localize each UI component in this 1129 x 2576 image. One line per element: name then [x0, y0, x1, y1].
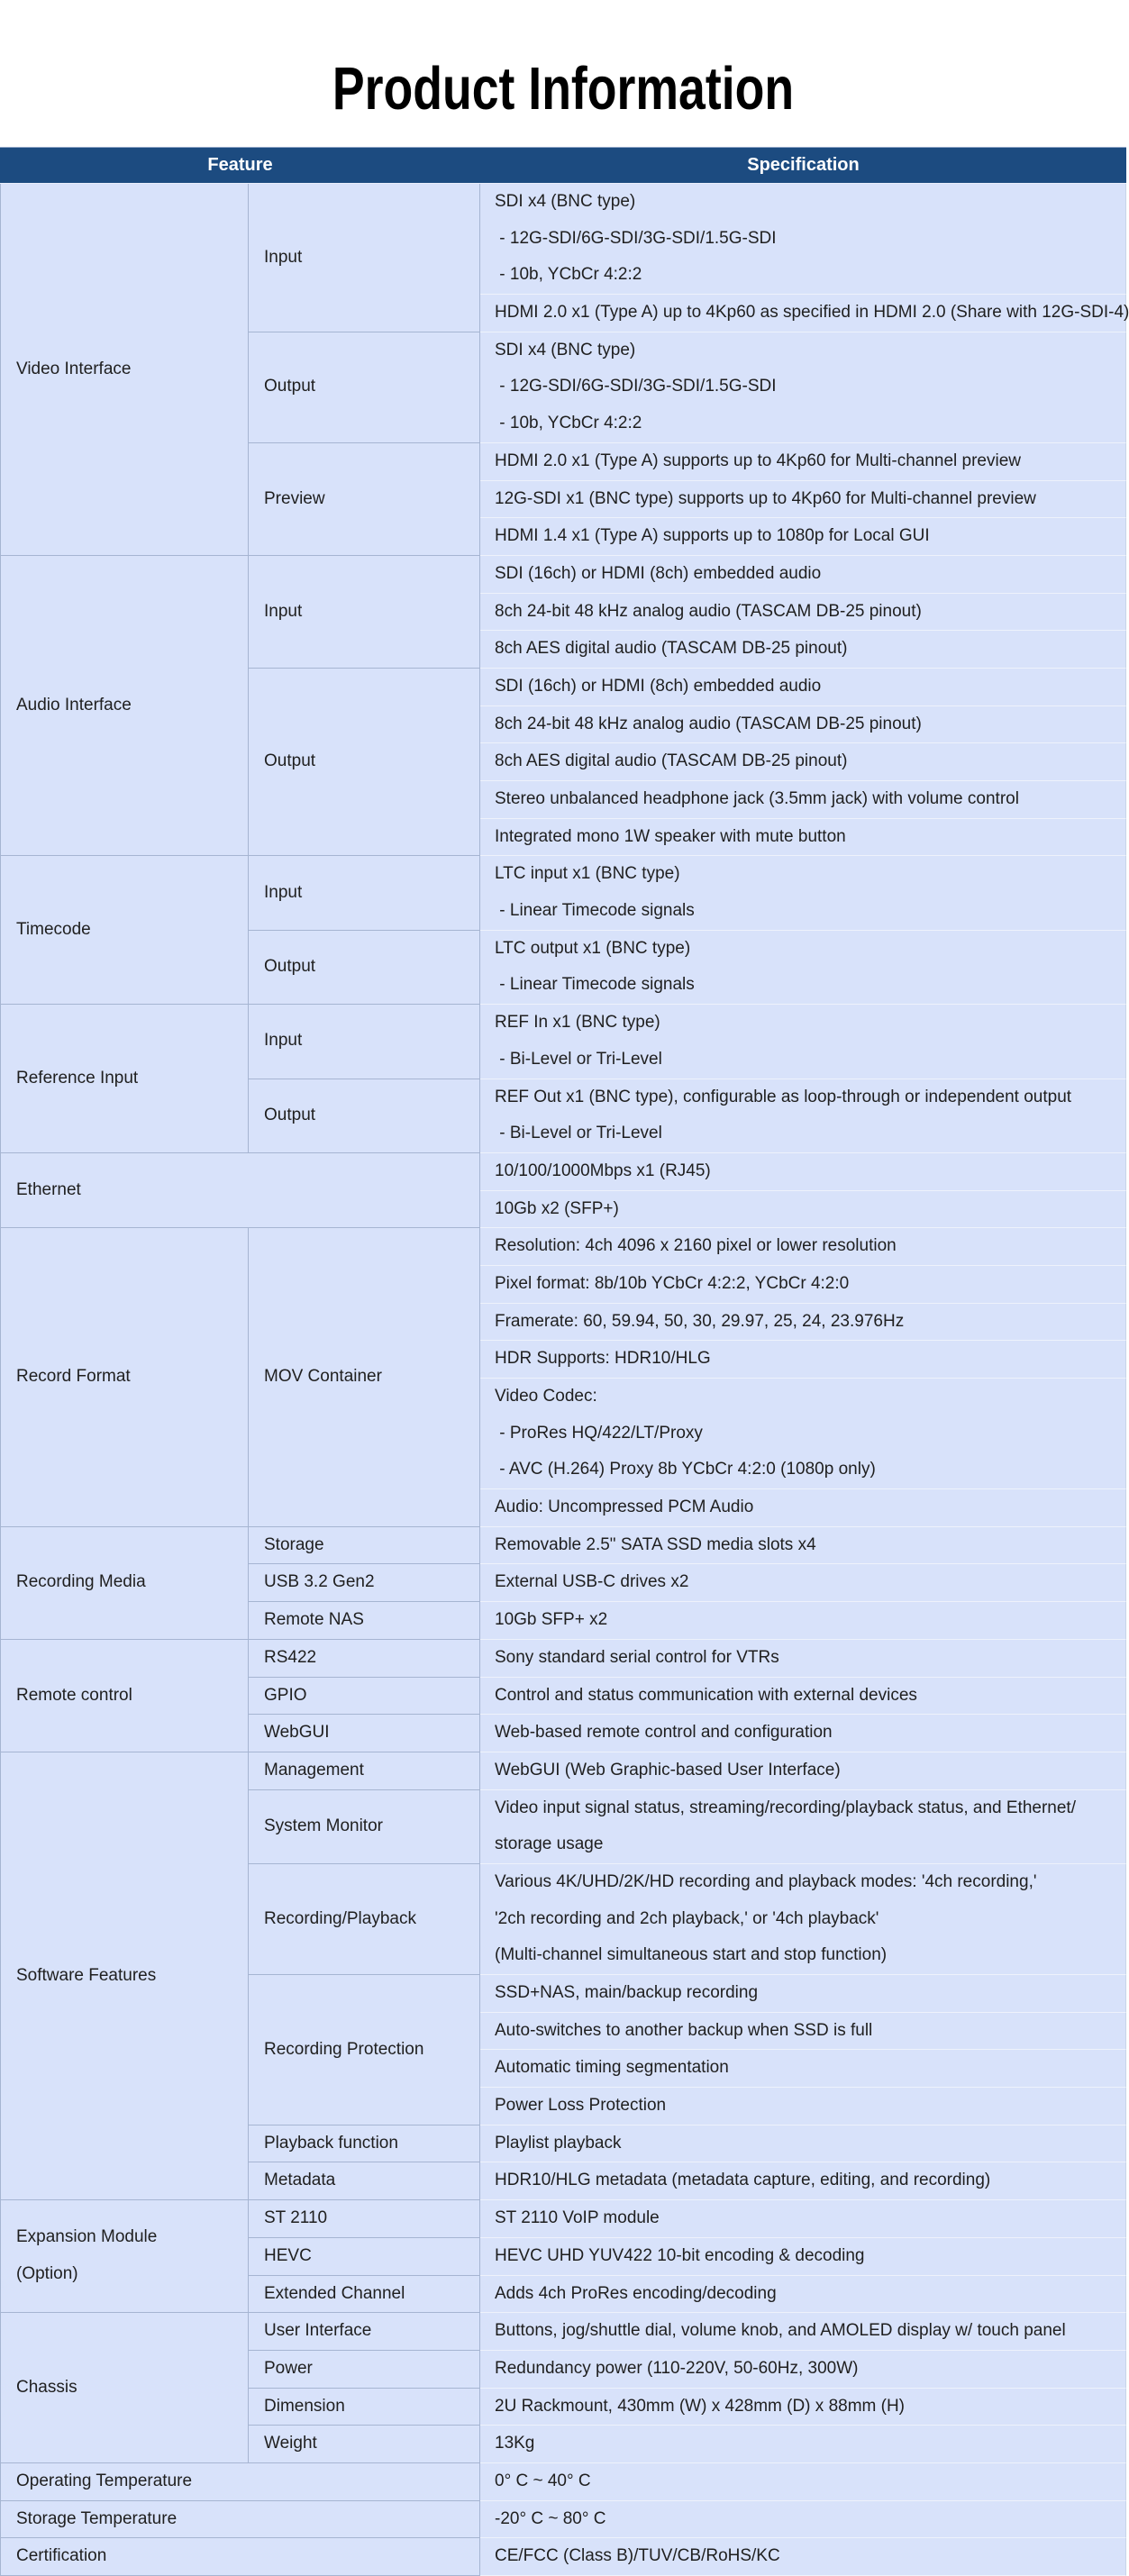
feature-sub-cell [249, 1790, 480, 1864]
feature-label: Chassis [16, 2377, 77, 2397]
feature-sub-cell [249, 1640, 480, 1678]
feature-sub-cell [249, 1975, 480, 2125]
spec-line: SDI (16ch) or HDMI (8ch) embedded audio [495, 676, 822, 696]
spec-line: 13Kg [495, 2434, 535, 2453]
spec-line: - ProRes HQ/422/LT/Proxy [495, 1423, 703, 1443]
spec-line: - 10b, YCbCr 4:2:2 [495, 414, 642, 433]
feature-sub-label: Power [264, 2358, 313, 2378]
spec-cell [480, 1527, 1126, 1565]
table-row [0, 1752, 1126, 1790]
feature-label: Operating Temperature [16, 2471, 193, 2490]
feature-sub-label: System Monitor [264, 1816, 383, 1835]
feature-sub-cell [249, 2426, 480, 2463]
feature-sub-label: WebGUI [264, 1723, 330, 1743]
spec-cell [480, 1341, 1126, 1379]
feature-label: Recording Media [16, 1572, 146, 1592]
feature-sub-label: Output [264, 751, 316, 771]
spec-cell [480, 743, 1126, 781]
spec-line: Audio: Uncompressed PCM Audio [495, 1497, 754, 1517]
spec-cell [480, 1564, 1126, 1602]
spec-cell [480, 2389, 1126, 2426]
spec-line: HEVC UHD YUV422 10-bit encoding & decoding [495, 2245, 865, 2265]
spec-cell [480, 2501, 1126, 2539]
feature-label: Audio Interface [16, 695, 132, 715]
spec-line: REF In x1 (BNC type) [495, 1013, 660, 1033]
feature-sub-cell [249, 856, 480, 930]
spec-cell [480, 1790, 1126, 1864]
table-row [0, 2463, 1126, 2501]
column-header-specification: Specification [480, 147, 1126, 184]
spec-line: - Linear Timecode signals [495, 901, 695, 921]
spec-line: LTC input x1 (BNC type) [495, 864, 680, 884]
spec-line: Auto-switches to another backup when SSD is full [495, 2020, 873, 2040]
spec-line: REF Out x1 (BNC type), configurable as loop-through or independent output [495, 1087, 1072, 1106]
table-row [0, 1153, 1126, 1191]
spec-cell [480, 2013, 1126, 2051]
spec-line: - 12G-SDI/6G-SDI/3G-SDI/1.5G-SDI [495, 377, 777, 396]
spec-table-body [0, 184, 1129, 2576]
spec-line: Buttons, jog/shuttle dial, volume knob, and AMOLED display w/ touch panel [495, 2321, 1066, 2341]
table-row [0, 1228, 1126, 1266]
feature-sub-cell [249, 1678, 480, 1716]
spec-line: Automatic timing segmentation [495, 2058, 729, 2078]
spec-cell [480, 2313, 1126, 2351]
feature-label: Certification [16, 2546, 107, 2566]
spec-line: 8ch 24-bit 48 kHz analog audio (TASCAM DB-25 pinout) [495, 601, 922, 621]
feature-sub-label: Remote NAS [264, 1610, 364, 1630]
table-row [0, 2200, 1126, 2238]
spec-line: Various 4K/UHD/2K/HD recording and playback modes: '4ch recording,' [495, 1871, 1037, 1891]
feature-sub-label: MOV Container [264, 1367, 382, 1387]
spec-line: 10Gb SFP+ x2 [495, 1610, 608, 1630]
spec-cell [480, 481, 1126, 519]
feature-cell [0, 2538, 480, 2576]
feature-sub-cell [249, 443, 480, 556]
spec-cell [480, 931, 1126, 1005]
spec-line: - Bi-Level or Tri-Level [495, 1049, 662, 1069]
feature-sub-cell [249, 556, 480, 669]
spec-cell [480, 2200, 1126, 2238]
feature-sub-label: User Interface [264, 2321, 372, 2341]
feature-sub-cell [249, 2162, 480, 2200]
spec-cell [480, 706, 1126, 744]
feature-label: Record Format [16, 1367, 131, 1387]
spec-line: SDI x4 (BNC type) [495, 192, 636, 211]
spec-line: CE/FCC (Class B)/TUV/CB/RoHS/KC [495, 2546, 780, 2566]
spec-cell [480, 2125, 1126, 2163]
feature-cell [0, 856, 249, 1005]
spec-line: 8ch AES digital audio (TASCAM DB-25 pinout) [495, 639, 848, 659]
feature-label: Ethernet [16, 1179, 81, 1199]
feature-cell [0, 2200, 249, 2313]
feature-sub-label: Metadata [264, 2171, 336, 2190]
spec-line: '2ch recording and 2ch playback,' or '4ch playback' [495, 1908, 879, 1928]
spec-cell [480, 2351, 1126, 2389]
feature-sub-label: Input [264, 882, 303, 902]
feature-sub-label: Weight [264, 2434, 317, 2453]
feature-sub-cell [249, 332, 480, 443]
spec-line: Redundancy power (110-220V, 50-60Hz, 300W) [495, 2358, 859, 2378]
spec-cell [480, 1715, 1126, 1752]
feature-cell [0, 1640, 249, 1752]
spec-line: Sony standard serial control for VTRs [495, 1647, 779, 1667]
spec-line: External USB-C drives x2 [495, 1572, 689, 1592]
page-title: Product Information [332, 55, 795, 123]
spec-cell [480, 1602, 1126, 1640]
spec-cell [480, 1640, 1126, 1678]
spec-cell [480, 518, 1126, 556]
spec-cell [480, 2050, 1126, 2088]
feature-cell [0, 2313, 249, 2463]
feature-label: Software Features [16, 1965, 157, 1985]
spec-line: Removable 2.5" SATA SSD media slots x4 [495, 1534, 816, 1554]
spec-line: Control and status communication with external devices [495, 1685, 917, 1705]
spec-line: - Bi-Level or Tri-Level [495, 1124, 662, 1143]
feature-label: Remote control [16, 1685, 132, 1705]
feature-sub-label: Storage [264, 1534, 324, 1554]
spec-line: - 12G-SDI/6G-SDI/3G-SDI/1.5G-SDI [495, 228, 777, 248]
spec-line: -20° C ~ 80° C [495, 2508, 606, 2528]
feature-cell [0, 2463, 480, 2501]
table-row [0, 2501, 1126, 2539]
feature-cell [0, 556, 249, 857]
table-row [0, 184, 1126, 221]
spec-cell [480, 1153, 1126, 1191]
spec-cell [480, 1228, 1126, 1266]
spec-cell [480, 2162, 1126, 2200]
spec-line: Resolution: 4ch 4096 x 2160 pixel or lower resolution [495, 1236, 897, 1256]
product-spec-table [0, 147, 1129, 2576]
spec-line: 10Gb x2 (SFP+) [495, 1198, 619, 1218]
feature-sub-label: ST 2110 [264, 2208, 328, 2228]
spec-line: Pixel format: 8b/10b YCbCr 4:2:2, YCbCr 4:2:0 [495, 1273, 850, 1293]
table-row [0, 2313, 1126, 2351]
spec-line: ST 2110 VoIP module [495, 2208, 660, 2228]
spec-cell [480, 1678, 1126, 1716]
feature-cell [0, 1527, 249, 1640]
feature-sub-cell [249, 1527, 480, 1565]
spec-line: Framerate: 60, 59.94, 50, 30, 29.97, 25, 24, 23.976Hz [495, 1311, 905, 1331]
feature-cell [0, 184, 249, 556]
feature-label: Storage Temperature [16, 2508, 178, 2528]
spec-line: HDMI 2.0 x1 (Type A) up to 4Kp60 as specified in HDMI 2.0 (Share with 12G-SDI-4) [495, 303, 1129, 323]
feature-sub-label: Output [264, 1105, 316, 1124]
spec-cell [480, 1191, 1126, 1229]
table-row [0, 2538, 1126, 2576]
feature-sub-cell [249, 2313, 480, 2351]
spec-line: SDI x4 (BNC type) [495, 340, 636, 360]
feature-sub-label: Recording Protection [264, 2039, 424, 2059]
table-row [0, 856, 1126, 893]
spec-line: Playlist playback [495, 2133, 622, 2153]
spec-line: 2U Rackmount, 430mm (W) x 428mm (D) x 88mm (H) [495, 2396, 906, 2416]
feature-sub-cell [249, 2389, 480, 2426]
feature-cell [0, 2501, 480, 2539]
feature-label: Reference Input [16, 1068, 139, 1088]
spec-line: 8ch AES digital audio (TASCAM DB-25 pinout) [495, 751, 848, 771]
feature-sub-label: Input [264, 1031, 303, 1051]
spec-cell [480, 2463, 1126, 2501]
spec-cell [480, 781, 1126, 819]
table-row [0, 1640, 1126, 1678]
spec-cell [480, 295, 1129, 332]
spec-line: LTC output x1 (BNC type) [495, 938, 691, 958]
spec-cell [480, 819, 1126, 857]
feature-sub-cell [249, 2238, 480, 2276]
spec-line: HDMI 2.0 x1 (Type A) supports up to 4Kp60 for Multi-channel preview [495, 451, 1021, 470]
spec-cell [480, 556, 1126, 594]
spec-line: SSD+NAS, main/backup recording [495, 1983, 759, 2002]
spec-cell [480, 1266, 1126, 1304]
spec-cell [480, 631, 1126, 669]
spec-cell [480, 1379, 1126, 1489]
title-area [0, 55, 1126, 123]
spec-cell [480, 1752, 1126, 1790]
spec-cell [480, 443, 1126, 481]
feature-sub-label: Recording/Playback [264, 1908, 416, 1928]
feature-cell [0, 1228, 249, 1527]
feature-sub-cell [249, 1864, 480, 1975]
table-row [0, 1005, 1126, 1042]
feature-sub-cell [249, 669, 480, 856]
spec-cell [480, 2426, 1126, 2463]
spec-line: storage usage [495, 1834, 604, 1854]
spec-cell [480, 856, 1126, 930]
feature-sub-cell [249, 1079, 480, 1153]
spec-cell [480, 1975, 1126, 2013]
spec-cell [480, 1864, 1126, 1975]
spec-cell [480, 1079, 1126, 1153]
spec-line: Adds 4ch ProRes encoding/decoding [495, 2283, 777, 2303]
spec-line: 0° C ~ 40° C [495, 2471, 591, 2490]
spec-cell [480, 1005, 1126, 1079]
feature-sub-cell [249, 1715, 480, 1752]
feature-sub-label: Playback function [264, 2133, 398, 2153]
spec-cell [480, 184, 1126, 295]
spec-cell [480, 332, 1126, 443]
spec-line: Web-based remote control and configuration [495, 1723, 833, 1743]
table-row [0, 556, 1126, 594]
feature-cell [0, 1153, 480, 1228]
spec-line: - AVC (H.264) Proxy 8b YCbCr 4:2:0 (1080p only) [495, 1460, 876, 1479]
feature-sub-label: Preview [264, 488, 325, 508]
spec-line: Integrated mono 1W speaker with mute button [495, 826, 846, 846]
feature-sub-label: Management [264, 1760, 364, 1780]
column-header-feature: Feature [0, 147, 480, 184]
feature-sub-cell [249, 2276, 480, 2314]
feature-sub-label: RS422 [264, 1647, 317, 1667]
spec-line: 10/100/1000Mbps x1 (RJ45) [495, 1161, 711, 1180]
spec-cell [480, 669, 1126, 706]
header-row [0, 147, 1126, 184]
feature-sub-cell [249, 931, 480, 1005]
feature-sub-cell [249, 1602, 480, 1640]
spec-line: HDR10/HLG metadata (metadata capture, editing, and recording) [495, 2171, 991, 2190]
feature-sub-label: Input [264, 247, 303, 267]
feature-sub-cell [249, 1564, 480, 1602]
spec-line: WebGUI (Web Graphic-based User Interface) [495, 1760, 841, 1780]
spec-line: Video Codec: [495, 1387, 597, 1406]
feature-label: Video Interface [16, 359, 132, 378]
spec-line: HDMI 1.4 x1 (Type A) supports up to 1080p for Local GUI [495, 526, 930, 546]
feature-sub-label: Input [264, 601, 303, 621]
feature-label: Timecode [16, 919, 91, 939]
feature-sub-label: HEVC [264, 2245, 312, 2265]
spec-line: Power Loss Protection [495, 2096, 667, 2116]
spec-line: Stereo unbalanced headphone jack (3.5mm jack) with volume control [495, 789, 1019, 808]
spec-cell [480, 2538, 1126, 2576]
spec-line: HDR Supports: HDR10/HLG [495, 1349, 711, 1369]
feature-sub-cell [249, 1005, 480, 1079]
feature-sub-label: GPIO [264, 1685, 307, 1705]
feature-sub-label: Output [264, 377, 316, 396]
spec-line: Video input signal status, streaming/recording/playback status, and Ethernet/ [495, 1798, 1076, 1817]
feature-sub-label: Extended Channel [264, 2283, 405, 2303]
feature-label: (Option) [16, 2264, 78, 2284]
feature-sub-label: Output [264, 957, 316, 977]
spec-line: 8ch 24-bit 48 kHz analog audio (TASCAM DB-25 pinout) [495, 714, 922, 733]
feature-sub-cell [249, 2200, 480, 2238]
feature-sub-cell [249, 1752, 480, 1790]
feature-label: Expansion Module [16, 2227, 158, 2247]
feature-cell [0, 1752, 249, 2200]
table-row [0, 1527, 1126, 1565]
feature-sub-cell [249, 2351, 480, 2389]
spec-cell [480, 594, 1126, 632]
feature-cell [0, 1005, 249, 1153]
spec-line: SDI (16ch) or HDMI (8ch) embedded audio [495, 563, 822, 583]
feature-sub-cell [249, 1228, 480, 1527]
spec-cell [480, 2276, 1126, 2314]
spec-cell [480, 2238, 1126, 2276]
spec-line: (Multi-channel simultaneous start and stop function) [495, 1945, 888, 1965]
spec-cell [480, 1304, 1126, 1342]
spec-line: - 10b, YCbCr 4:2:2 [495, 265, 642, 285]
spec-cell [480, 2088, 1126, 2125]
spec-line: - Linear Timecode signals [495, 975, 695, 995]
spec-line: 12G-SDI x1 (BNC type) supports up to 4Kp60 for Multi-channel preview [495, 488, 1036, 508]
feature-sub-label: USB 3.2 Gen2 [264, 1572, 375, 1592]
feature-sub-label: Dimension [264, 2396, 345, 2416]
feature-sub-cell [249, 2125, 480, 2163]
spec-cell [480, 1489, 1126, 1527]
feature-sub-cell [249, 184, 480, 332]
